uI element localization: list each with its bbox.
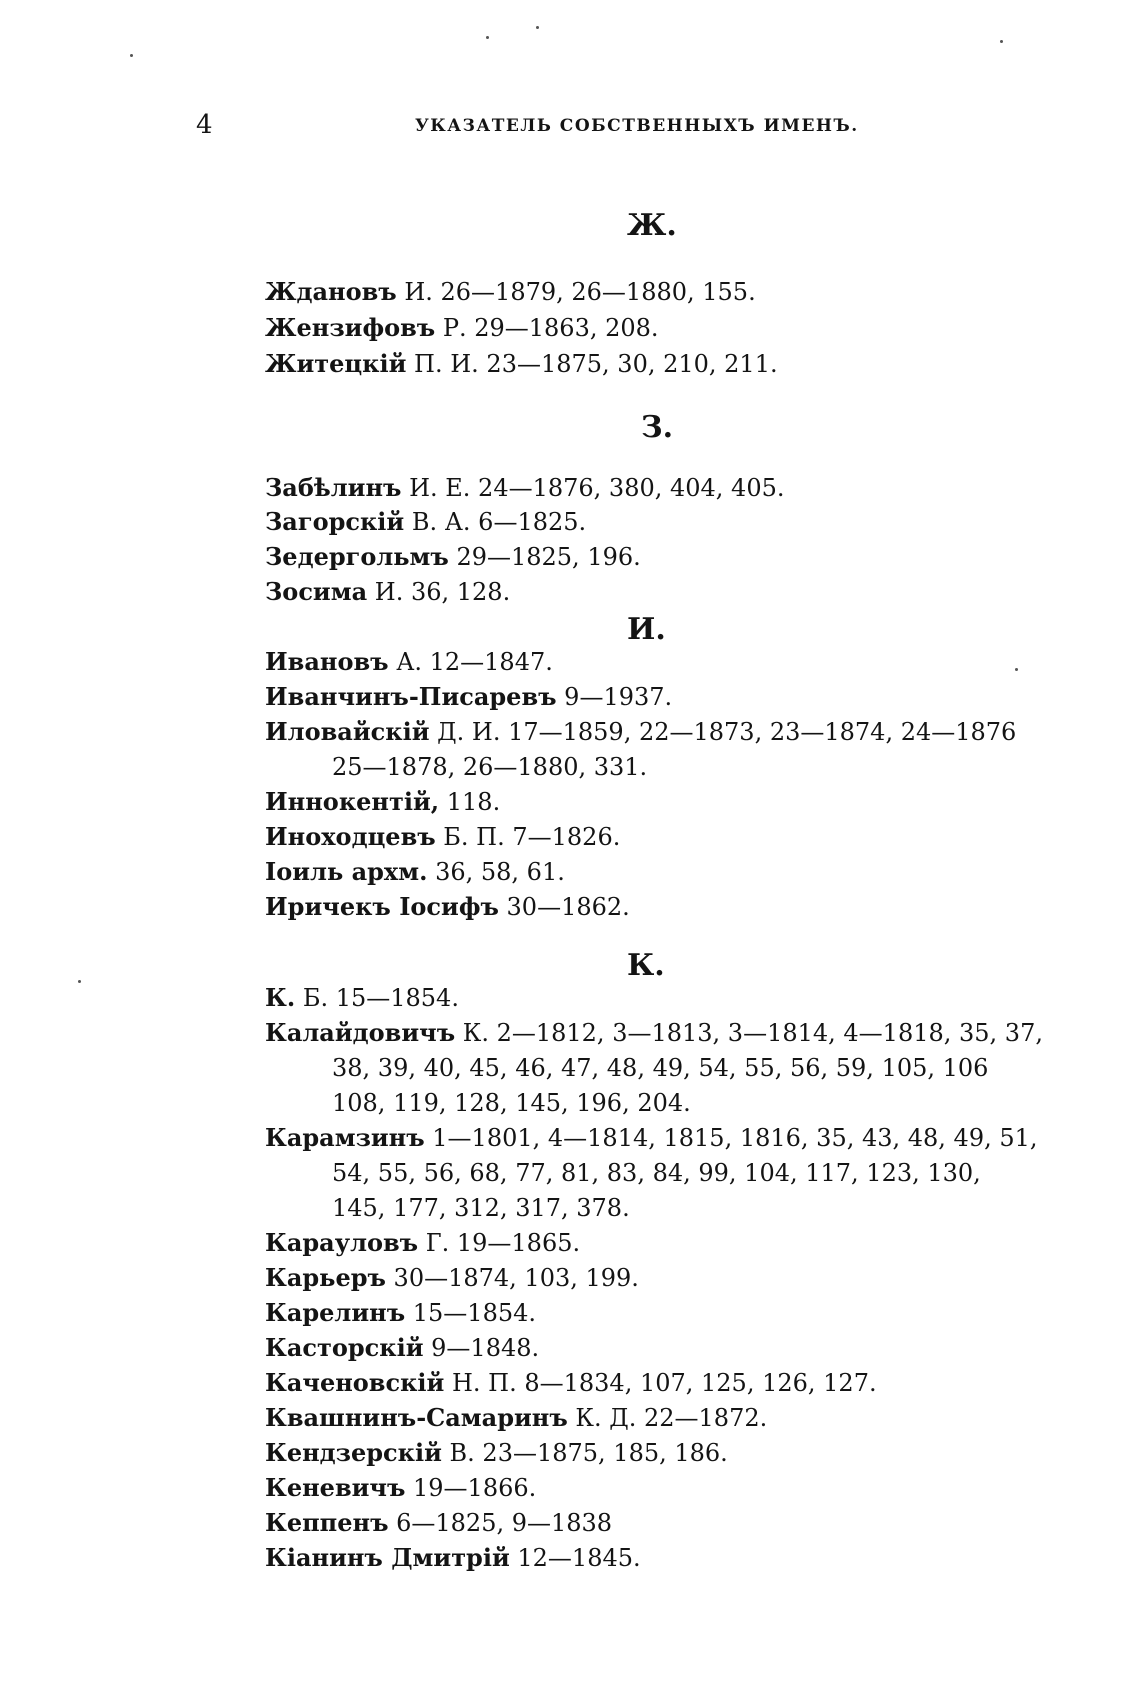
- index-entry: [265, 575, 510, 610]
- entry-refs: Р. 29—1863, 208.: [435, 314, 659, 342]
- index-entry: [265, 1471, 536, 1506]
- entry-refs: А. 12—1847.: [388, 648, 553, 676]
- index-entry: [265, 275, 756, 310]
- entry-name: К.: [265, 983, 296, 1012]
- section-letter: З.: [641, 410, 674, 445]
- entry-name: Загорскій: [265, 507, 405, 536]
- index-entry: [265, 645, 553, 680]
- index-entry: [265, 505, 586, 540]
- entry-refs: И. Е. 24—1876, 380, 404, 405.: [401, 474, 785, 502]
- index-entry: [265, 1506, 612, 1541]
- entry-name: Иноходцевъ: [265, 822, 436, 851]
- index-entry: [265, 680, 672, 715]
- entry-refs: Б. П. 7—1826.: [435, 823, 621, 851]
- scan-speck: [78, 980, 81, 983]
- entry-refs: П. И. 23—1875, 30, 210, 211.: [406, 350, 778, 378]
- index-entry: [265, 540, 641, 575]
- entry-name: Иричекъ Іосифъ: [265, 892, 499, 921]
- entry-name: Кеппенъ: [265, 1508, 389, 1537]
- section-letter: И.: [627, 612, 666, 647]
- entry-refs: К. Д. 22—1872.: [567, 1404, 768, 1432]
- index-entry: [265, 715, 1016, 750]
- index-entry: [265, 471, 785, 506]
- index-entry: [265, 1366, 877, 1401]
- entry-name: Карьеръ: [265, 1263, 386, 1292]
- entry-name: Касторскій: [265, 1333, 424, 1362]
- entry-refs: И. 36, 128.: [367, 578, 511, 606]
- entry-refs: Г. 19—1865.: [418, 1229, 581, 1257]
- entry-name: Иннокентій,: [265, 787, 440, 816]
- scan-speck: [1015, 668, 1018, 671]
- index-entry: [265, 1541, 641, 1576]
- entry-continuation: 25—1878, 26—1880, 331.: [332, 753, 648, 781]
- index-entry: [265, 1401, 767, 1436]
- scan-speck: [486, 36, 489, 39]
- entry-name: Житецкій: [265, 349, 407, 378]
- entry-refs: 36, 58, 61.: [427, 858, 565, 886]
- entry-refs: Д. И. 17—1859, 22—1873, 23—1874, 24—1876: [429, 718, 1017, 746]
- entry-refs: В. 23—1875, 185, 186.: [441, 1439, 728, 1467]
- page-number: 4: [196, 110, 213, 140]
- entry-refs: Н. П. 8—1834, 107, 125, 126, 127.: [444, 1369, 877, 1397]
- index-entry: [265, 1121, 1038, 1156]
- entry-name: Карауловъ: [265, 1228, 419, 1257]
- section-letter: Ж.: [627, 208, 677, 243]
- index-entry: [265, 1226, 580, 1261]
- entry-name: Ждановъ: [265, 277, 397, 306]
- entry-refs: 30—1874, 103, 199.: [385, 1264, 639, 1292]
- entry-name: Кендзерскій: [265, 1438, 442, 1467]
- entry-refs: 1—1801, 4—1814, 1815, 1816, 35, 43, 48, 49, 51,: [424, 1124, 1038, 1152]
- entry-name: Ивановъ: [265, 647, 389, 676]
- entry-name: Кеневичъ: [265, 1473, 406, 1502]
- entry-name: Каченовскій: [265, 1368, 445, 1397]
- index-entry: [265, 1261, 639, 1296]
- index-entry: [265, 981, 459, 1016]
- entry-continuation: 54, 55, 56, 68, 77, 81, 83, 84, 99, 104, 117, 123, 130,: [332, 1159, 981, 1187]
- entry-name: Квашнинъ-Самаринъ: [265, 1403, 568, 1432]
- entry-refs: К. 2—1812, 3—1813, 3—1814, 4—1818, 35, 37,: [455, 1019, 1043, 1047]
- index-entry: [265, 1016, 1043, 1051]
- entry-name: Зедергольмъ: [265, 542, 449, 571]
- scan-speck: [536, 26, 539, 29]
- entry-refs: 9—1937.: [556, 683, 673, 711]
- index-entry: [265, 311, 659, 346]
- entry-refs: В. А. 6—1825.: [404, 508, 587, 536]
- index-entry: [265, 1436, 728, 1471]
- scan-speck: [1000, 40, 1003, 43]
- entry-name: Жензифовъ: [265, 313, 436, 342]
- entry-refs: 15—1854.: [405, 1299, 537, 1327]
- section-letter: К.: [627, 948, 665, 983]
- entry-name: Иванчинъ-Писаревъ: [265, 682, 557, 711]
- entry-name: Калайдовичъ: [265, 1018, 456, 1047]
- entry-refs: 29—1825, 196.: [448, 543, 641, 571]
- running-title: УКАЗАТЕЛЬ СОБСТВЕННЫХЪ ИМЕНЪ.: [415, 116, 859, 136]
- entry-refs: 30—1862.: [498, 893, 630, 921]
- index-entry: [265, 347, 778, 382]
- index-entry: [265, 1296, 536, 1331]
- entry-name: Забѣлинъ: [265, 473, 402, 502]
- index-entry: [265, 820, 620, 855]
- entry-continuation: 38, 39, 40, 45, 46, 47, 48, 49, 54, 55, 56, 59, 105, 106: [332, 1054, 989, 1082]
- entry-name: Карамзинъ: [265, 1123, 425, 1152]
- entry-name: Карелинъ: [265, 1298, 406, 1327]
- entry-refs: 118.: [439, 788, 501, 816]
- entry-continuation: 145, 177, 312, 317, 378.: [332, 1194, 630, 1222]
- index-entry: [265, 785, 500, 820]
- entry-name: Зосима: [265, 577, 368, 606]
- entry-refs: 9—1848.: [423, 1334, 540, 1362]
- entry-refs: Б. 15—1854.: [295, 984, 459, 1012]
- entry-name: Кіанинъ Дмитрій: [265, 1543, 510, 1572]
- index-entry: [265, 890, 630, 925]
- entry-refs: 19—1866.: [405, 1474, 537, 1502]
- entry-refs: 12—1845.: [509, 1544, 641, 1572]
- scan-speck: [130, 54, 133, 57]
- entry-name: Іоиль архм.: [265, 857, 428, 886]
- entry-refs: И. 26—1879, 26—1880, 155.: [396, 278, 756, 306]
- index-entry: [265, 1331, 539, 1366]
- entry-refs: 6—1825, 9—1838: [388, 1509, 613, 1537]
- entry-name: Иловайскій: [265, 717, 430, 746]
- index-entry: [265, 855, 565, 890]
- entry-continuation: 108, 119, 128, 145, 196, 204.: [332, 1089, 691, 1117]
